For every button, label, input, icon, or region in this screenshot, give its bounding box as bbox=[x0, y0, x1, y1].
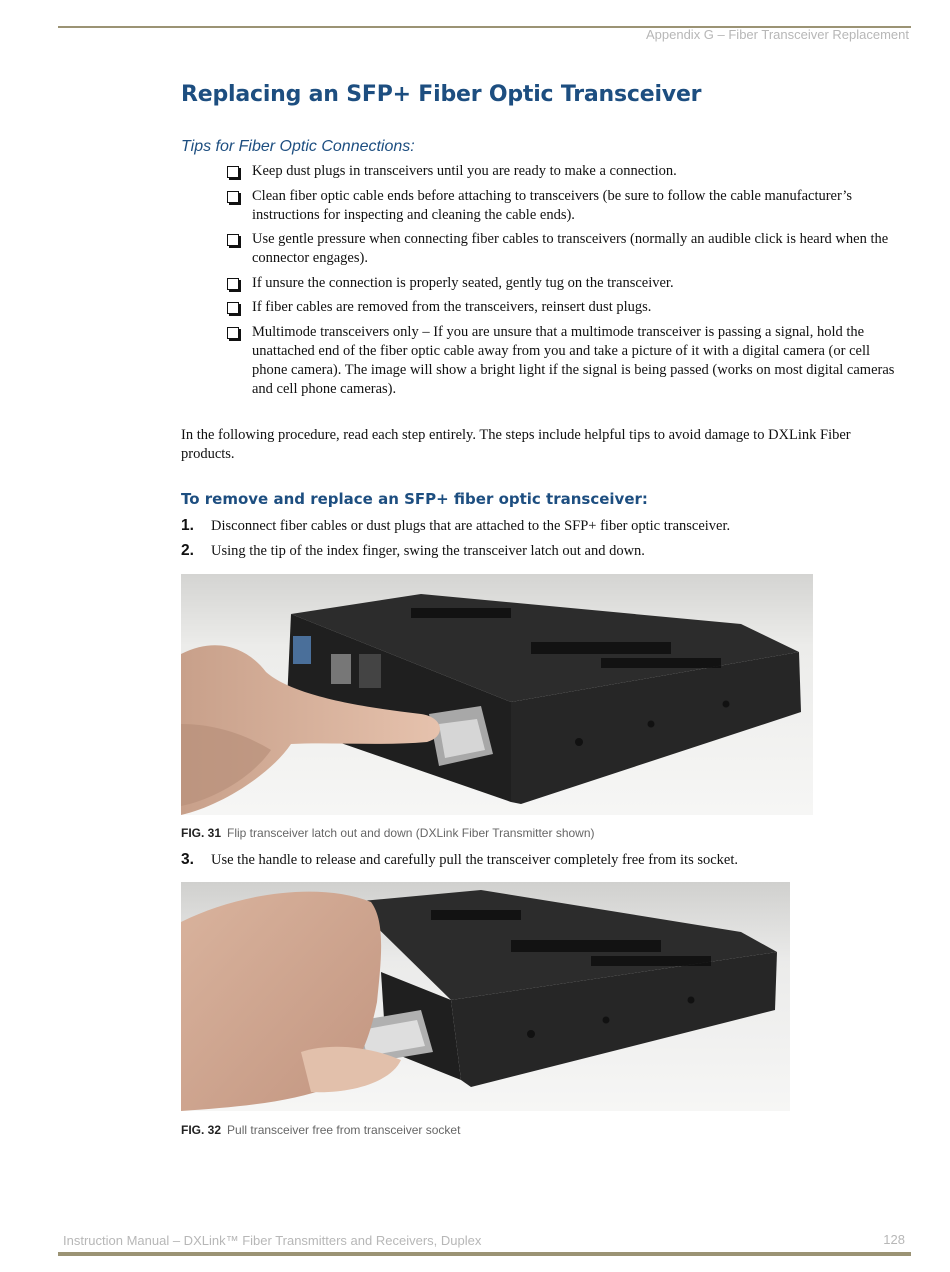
page-title: Replacing an SFP+ Fiber Optic Transceiver bbox=[181, 82, 702, 107]
step-text: Using the tip of the index finger, swing the transceiver latch out and down. bbox=[211, 543, 645, 559]
figure-number: FIG. 32 bbox=[181, 1123, 222, 1137]
checkbox-bullet-icon bbox=[227, 327, 239, 339]
transceiver-removal-photo bbox=[181, 882, 790, 1111]
step-text: Disconnect fiber cables or dust plugs that are attached to the SFP+ fiber optic transceiver. bbox=[211, 518, 731, 534]
step-text: Use the handle to release and carefully pull the transceiver completely free from its socket. bbox=[211, 852, 739, 868]
list-item: If unsure the connection is properly seated, gently tug on the transceiver. bbox=[226, 274, 906, 293]
footer-rule bbox=[58, 1252, 911, 1256]
list-item: Multimode transceivers only – If you are unsure that a multimode transceiver is passing a signal, hold the unattached end of the fiber optic cable away from you and take a picture of it with a digital camera (or cell phone camera). The image will show a bright light if the signal is being passed (works on most digital cameras and cell phone cameras). bbox=[226, 323, 906, 399]
figure-31-caption bbox=[181, 826, 595, 840]
list-item: Clean fiber optic cable ends before attaching to transceivers (be sure to follow the cable manufacturer’s instructions for inspecting and cleaning the cable ends). bbox=[226, 187, 906, 225]
list-item: Keep dust plugs in transceivers until you are ready to make a connection. bbox=[226, 162, 906, 181]
tips-list bbox=[226, 162, 906, 404]
tips-heading: Tips for Fiber Optic Connections: bbox=[181, 138, 415, 155]
footer-manual-title: Instruction Manual – DXLink™ Fiber Transmitters and Receivers, Duplex bbox=[63, 1233, 482, 1248]
checkbox-bullet-icon bbox=[227, 166, 239, 178]
figure-32-photo bbox=[181, 882, 790, 1111]
list-item: If fiber cables are removed from the transceivers, reinsert dust plugs. bbox=[226, 298, 906, 317]
intro-paragraph: In the following procedure, read each step entirely. The steps include helpful tips to avoid damage to DXLink Fiber products. bbox=[181, 427, 851, 462]
step-number: 2. bbox=[181, 542, 194, 559]
checkbox-bullet-icon bbox=[227, 278, 239, 290]
checkbox-bullet-icon bbox=[227, 234, 239, 246]
figure-caption-text: Flip transceiver latch out and down (DXLink Fiber Transmitter shown) bbox=[227, 826, 595, 840]
procedure-heading: To remove and replace an SFP+ fiber optic transceiver: bbox=[181, 490, 648, 508]
list-item: Use gentle pressure when connecting fiber cables to transceivers (normally an audible click is heard when the connector engages). bbox=[226, 230, 906, 268]
figure-caption-text: Pull transceiver free from transceiver socket bbox=[227, 1123, 461, 1137]
checkbox-bullet-icon bbox=[227, 191, 239, 203]
figure-31-photo bbox=[181, 574, 813, 815]
page-number: 128 bbox=[883, 1232, 905, 1247]
figure-32-caption bbox=[181, 1123, 460, 1137]
header-section-title: Appendix G – Fiber Transceiver Replacement bbox=[645, 27, 909, 42]
transmitter-latch-photo bbox=[181, 574, 813, 815]
checkbox-bullet-icon bbox=[227, 302, 239, 314]
step-number: 1. bbox=[181, 517, 194, 534]
step-number: 3. bbox=[181, 851, 194, 868]
figure-number: FIG. 31 bbox=[181, 826, 222, 840]
